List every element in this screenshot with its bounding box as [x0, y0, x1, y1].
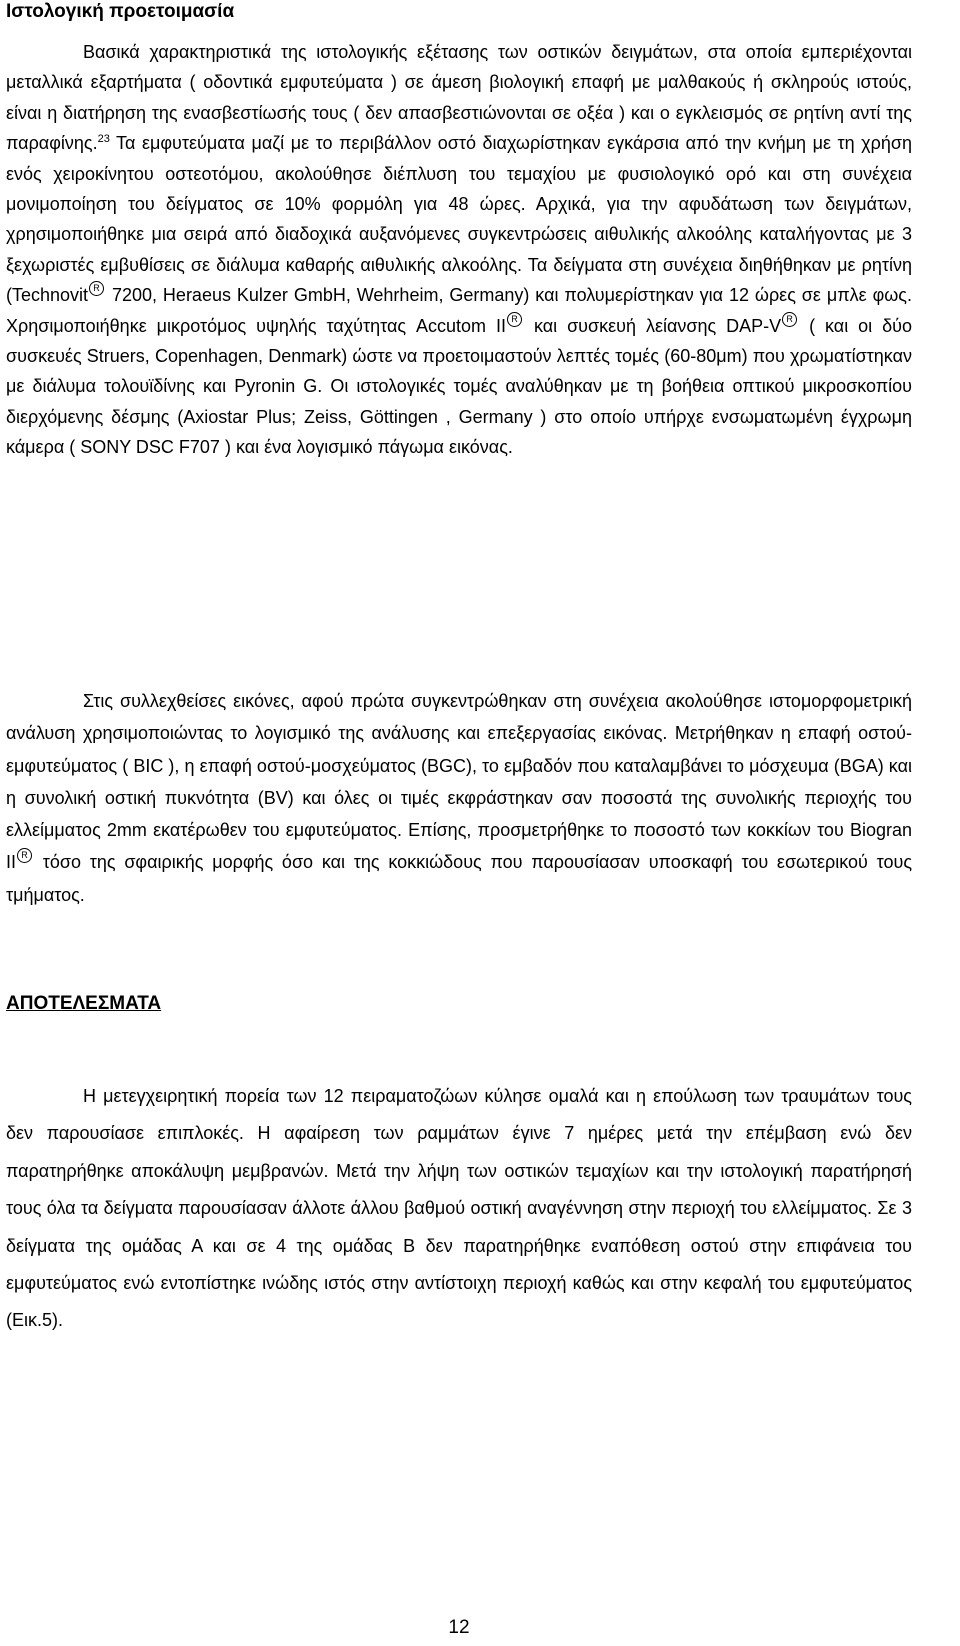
section-heading: Ιστολογική προετοιμασία	[6, 1, 235, 22]
registered-trademark-icon: R	[89, 281, 104, 296]
histomorphometry-text-2: τόσο της σφαιρικής μορφής όσο και της κοκκιώδους που παρουσίασαν υποσκαφή του εσωτερικού τους τμήματος.	[6, 852, 912, 905]
document-page	[6, 0, 912, 1646]
registered-trademark-icon: R	[782, 312, 797, 327]
reference-superscript: 23	[97, 133, 110, 146]
registered-trademark-icon: R	[507, 312, 522, 327]
results-paragraph	[6, 1078, 912, 1340]
registered-trademark-icon: R	[17, 848, 32, 863]
histology-text-5: ( και οι δύο συσκευές Struers, Copenhagen, Denmark) ώστε να προετοιμαστούν λεπτές τομές (60-80μm) που χρωματίστηκαν με διάλυμα τολουϊδίνης και Pyronin G. Οι ιστολογικές τομές αναλύθηκαν με τη βοήθεια οπτικού μικροσκοπίου διερχόμενης δέσμης (Axiostar Plus; Zeiss, Göttingen , Germany ) στο οποίο υπήρχε ενσωματωμένη έγχρωμη κάμερα ( SONY DSC F707 ) και ένα λογισμικό πάγωμα εικόνας.	[6, 315, 912, 458]
histomorphometry-paragraph	[6, 685, 912, 911]
results-text: Η μετεγχειρητική πορεία των 12 πειραματοζώων κύλησε ομαλά και η επούλωση των τραυμάτων τους δεν παρουσίασε επιπλοκές. Η αφαίρεση των ραμμάτων έγινε 7 ημέρες μετά την επέμβαση ενώ δεν παρατηρήθηκε αποκάλυψη μεμβρανών. Μετά την λήψη των οστικών τεμαχίων και την ιστολογική παρατήρησή τους όλα τα δείγματα παρουσίασαν άλλοτε άλλου βαθμού οστική αναγέννηση στην περιοχή του ελλείμματος. Σε 3 δείγματα της ομάδας Α και σε 4 της ομάδας Β δεν παρατηρήθηκε εναπόθεση οστού στην επιφάνεια του εμφυτεύματος ενώ εντοπίστηκε ινώδης ιστός στην αντίστοιχη περιοχή καθώς και στην κεφαλή του εμφυτεύματος (Εικ.5).	[6, 1086, 912, 1331]
histology-text-3: 7200, Heraeus Kulzer GmbH, Wehrheim, Germany) και πολυμερίστηκαν για 12 ώρες σε μπλε φως. Χρησιμοποιήθηκε μικροτόμος υψηλής ταχύτητας Accutom II	[6, 285, 912, 336]
histology-text-2: Τα εμφυτεύματα μαζί με το περιβάλλον οστό διαχωρίστηκαν εγκάρσια από την κνήμη με τη χρήση ενός χειροκίνητου οστεοτόμου, ακολούθησε διέπλυση του τεμαχίου με φυσιολογικό ορό και στη συνέχεια μονιμοποίηση του δείγματος σε 10% φορμόλη για 48 ώρες. Αρχικά, για την αφυδάτωση των δειγμάτων, χρησιμοποιήθηκε μια σειρά από διαδοχικά αυξανόμενες συγκεντρώσεις αιθυλικής αλκοόλης καταλήγοντας με 3 ξεχωριστές εμβυθίσεις σε διάλυμα καθαρής αιθυλικής αλκοόλης. Τα δείγματα στη συνέχεια διηθήθηκαν με ρητίνη (Technovit	[6, 133, 912, 306]
page-number: 12	[448, 1617, 470, 1638]
results-heading: ΑΠΟΤΕΛΕΣΜΑΤΑ	[6, 993, 162, 1014]
histology-text-1: Βασικά χαρακτηριστικά της ιστολογικής εξέτασης των οστικών δειγμάτων, στα οποία εμπεριέχονται μεταλλικά εξαρτήματα ( οδοντικά εμφυτεύματα ) σε άμεση βιολογική επαφή με μαλθακούς ή σκληρούς ιστούς, είναι η διατήρηση της ενασβεστίωσής τους ( δεν απασβεστιώνονται σε οξέα ) και ο εγκλεισμός σε ρητίνη αντί της παραφίνης.	[6, 42, 912, 154]
histomorphometry-text-1: Στις συλλεχθείσες εικόνες, αφού πρώτα συγκεντρώθηκαν στη συνέχεια ακολούθησε ιστομορφομετρική ανάλυση χρησιμοποιώντας το λογισμικό της ανάλυσης και επεξεργασίας εικόνας. Μετρήθηκαν η επαφή οστού-εμφυτεύματος ( BIC ), η επαφή οστού-μοσχεύματος (BGC), το εμβαδόν που καταλαμβάνει το μόσχευμα (BGA) και η συνολική οστική πυκνότητα (BV) και όλες οι τιμές εκφράστηκαν σαν ποσοστά της συνολικής περιοχής του ελλείμματος 2mm εκατέρωθεν του εμφυτεύματος. Επίσης, προσμετρήθηκε το ποσοστό των κοκκίων του Biogran II	[6, 691, 912, 873]
histology-paragraph	[6, 37, 912, 463]
histology-text-4: και συσκευή λείανσης DAP-V	[524, 315, 782, 336]
